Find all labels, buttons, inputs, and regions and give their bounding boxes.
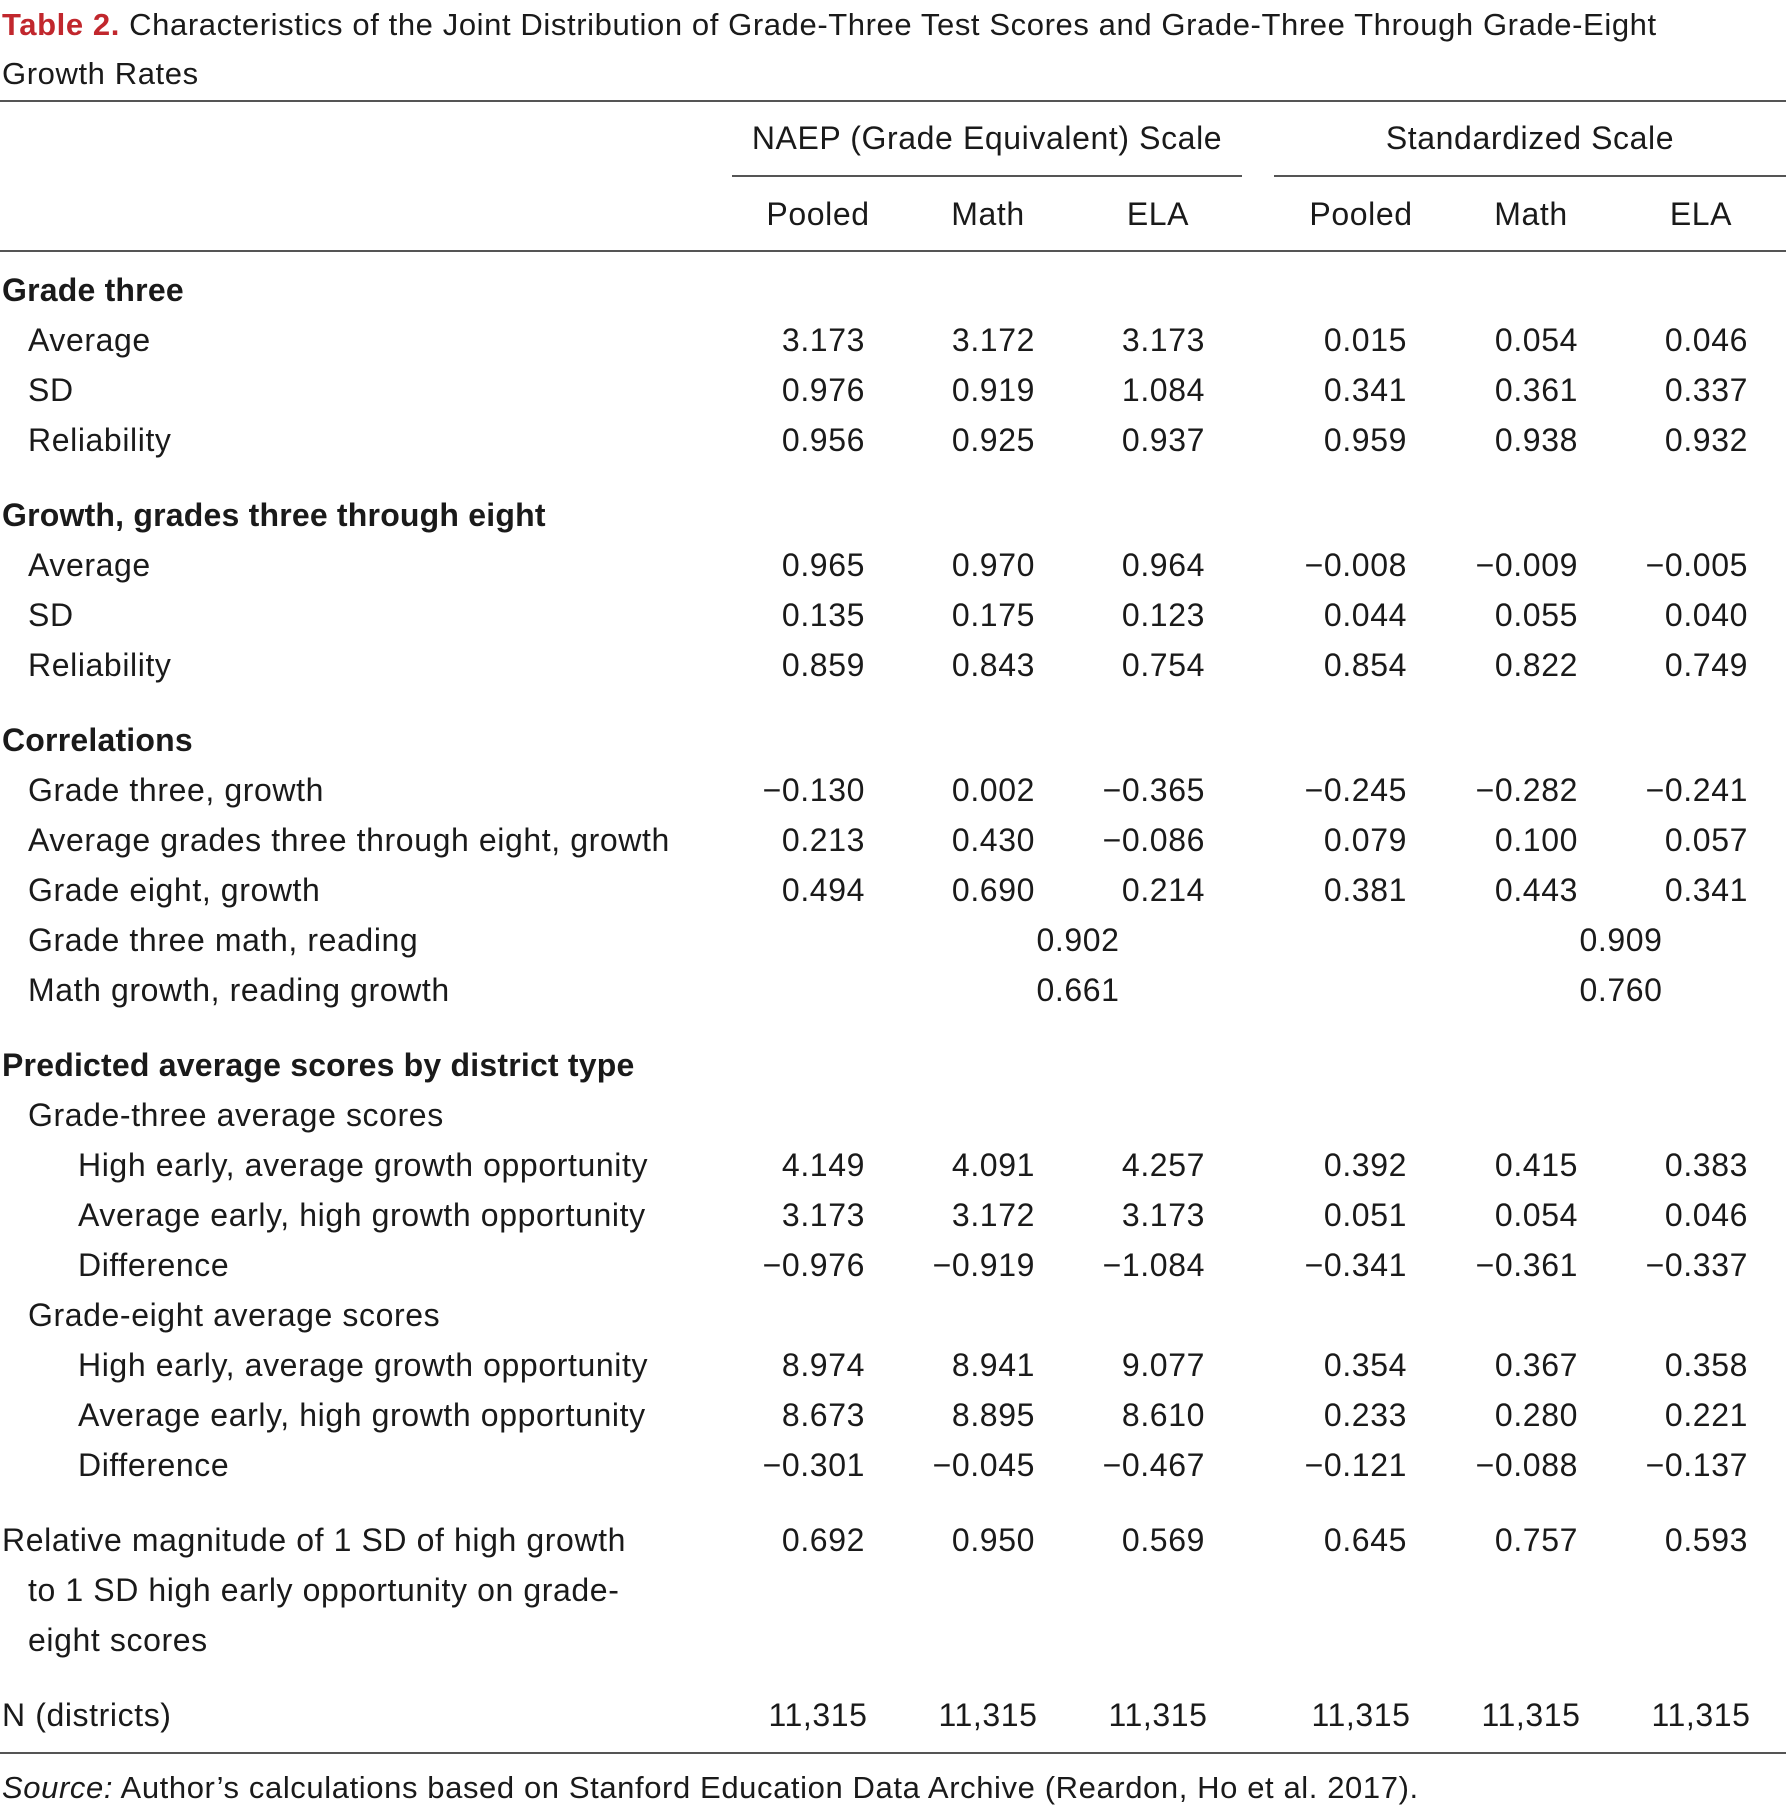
table-cell: 11,315 xyxy=(1481,1697,1581,1733)
section-heading: Growth, grades three through eight xyxy=(2,497,546,533)
row-label: High early, average growth opportunity xyxy=(78,1147,649,1183)
column-header: ELA xyxy=(1669,196,1733,232)
table-cell: −0.919 xyxy=(932,1247,1035,1283)
table-cell: 0.046 xyxy=(1664,1197,1748,1233)
table-cell: 0.044 xyxy=(1323,597,1407,633)
table-cell: 11,315 xyxy=(1108,1697,1208,1733)
table-cell: 0.015 xyxy=(1323,322,1407,358)
section-heading: Correlations xyxy=(2,722,193,758)
table-cell: −0.121 xyxy=(1304,1447,1407,1483)
table-cell: 0.854 xyxy=(1323,647,1407,683)
table-cell: 0.100 xyxy=(1494,822,1578,858)
table-cell: −0.361 xyxy=(1475,1247,1578,1283)
table-cell: −1.084 xyxy=(1102,1247,1205,1283)
std-group-rule xyxy=(1274,175,1786,177)
table-cell: 0.233 xyxy=(1323,1397,1407,1433)
table-cell: 8.673 xyxy=(781,1397,865,1433)
row-label: Average early, high growth opportunity xyxy=(78,1397,646,1433)
table-cell: −0.241 xyxy=(1645,772,1748,808)
row-label: Grade three math, reading xyxy=(28,922,419,958)
row-label: Grade three, growth xyxy=(28,772,324,808)
table-cell: 0.367 xyxy=(1494,1347,1578,1383)
table-cell: 8.895 xyxy=(951,1397,1035,1433)
table-cell: 0.358 xyxy=(1664,1347,1748,1383)
row-label: SD xyxy=(28,372,74,408)
row-label-line: Relative magnitude of 1 SD of high growth xyxy=(2,1522,627,1558)
table-cell: 0.937 xyxy=(1121,422,1205,458)
spanned-value-standardized: 0.909 xyxy=(1579,922,1663,958)
table-label: Table 2. xyxy=(2,7,120,42)
table-cell: 3.172 xyxy=(951,1197,1035,1233)
table-cell: 0.341 xyxy=(1323,372,1407,408)
table-cell: 0.757 xyxy=(1494,1522,1578,1558)
table-cell: 0.822 xyxy=(1494,647,1578,683)
row-label: Average early, high growth opportunity xyxy=(78,1197,646,1233)
table-cell: 0.494 xyxy=(781,872,865,908)
subsection-label: Grade-eight average scores xyxy=(28,1297,441,1333)
table-cell: 0.950 xyxy=(951,1522,1035,1558)
table-cell: 0.214 xyxy=(1121,872,1205,908)
table-cell: 0.392 xyxy=(1323,1147,1407,1183)
standardized-scale-header: Standardized Scale xyxy=(1385,120,1675,156)
spanned-value-standardized: 0.760 xyxy=(1579,972,1663,1008)
table-cell: −0.976 xyxy=(762,1247,865,1283)
table-cell: 0.754 xyxy=(1121,647,1205,683)
table-cell: 0.415 xyxy=(1494,1147,1578,1183)
section-heading: Predicted average scores by district type xyxy=(2,1047,635,1083)
row-label: Difference xyxy=(78,1247,230,1283)
table-cell: 0.383 xyxy=(1664,1147,1748,1183)
source-note xyxy=(2,1768,1419,1808)
row-label: SD xyxy=(28,597,74,633)
table-cell: 0.337 xyxy=(1664,372,1748,408)
naep-group-rule xyxy=(732,175,1242,177)
table-cell: −0.337 xyxy=(1645,1247,1748,1283)
table-cell: 0.135 xyxy=(781,597,865,633)
table-cell: −0.009 xyxy=(1475,547,1578,583)
table-cell: 0.123 xyxy=(1121,597,1205,633)
row-label: High early, average growth opportunity xyxy=(78,1347,649,1383)
table-cell: 0.361 xyxy=(1494,372,1578,408)
row-label: Average grades three through eight, growth xyxy=(28,822,670,858)
column-header: Math xyxy=(1494,196,1568,232)
table-cell: −0.301 xyxy=(762,1447,865,1483)
table-cell: 0.976 xyxy=(781,372,865,408)
table-cell: −0.005 xyxy=(1645,547,1748,583)
row-label-line: eight scores xyxy=(28,1622,208,1658)
table-cell: 4.257 xyxy=(1121,1147,1205,1183)
table-cell: 8.941 xyxy=(951,1347,1035,1383)
table-cell: 4.091 xyxy=(951,1147,1035,1183)
column-header: Pooled xyxy=(766,196,870,232)
table-cell: −0.086 xyxy=(1102,822,1205,858)
table-cell: 0.175 xyxy=(951,597,1035,633)
table-cell: 11,315 xyxy=(938,1697,1038,1733)
table-cell: 0.051 xyxy=(1323,1197,1407,1233)
table-cell: 0.280 xyxy=(1494,1397,1578,1433)
table-cell: −0.008 xyxy=(1304,547,1407,583)
table-cell: 0.919 xyxy=(951,372,1035,408)
table-cell: 0.925 xyxy=(951,422,1035,458)
source-text: Author’s calculations based on Stanford Education Data Archive (Reardon, Ho et al. 2017). xyxy=(113,1770,1419,1805)
table-cell: 0.932 xyxy=(1664,422,1748,458)
table-cell: −0.130 xyxy=(762,772,865,808)
table-cell: 0.054 xyxy=(1494,322,1578,358)
table-cell: 0.593 xyxy=(1664,1522,1748,1558)
table-cell: 0.040 xyxy=(1664,597,1748,633)
table-cell: 0.054 xyxy=(1494,1197,1578,1233)
table-cell: −0.137 xyxy=(1645,1447,1748,1483)
table-cell: 11,315 xyxy=(1311,1697,1411,1733)
table-cell: 0.213 xyxy=(781,822,865,858)
table-cell: 0.956 xyxy=(781,422,865,458)
table-cell: −0.282 xyxy=(1475,772,1578,808)
column-header: ELA xyxy=(1126,196,1190,232)
spanned-value-naep: 0.902 xyxy=(1036,922,1120,958)
row-label: N (districts) xyxy=(2,1697,172,1733)
table-cell: 3.173 xyxy=(1121,1197,1205,1233)
table-title: Characteristics of the Joint Distribution of Grade-Three Test Scores and Grade-Three Through Grade-Eight Growth Rates xyxy=(2,7,1657,91)
bottom-rule xyxy=(0,1752,1786,1754)
row-label: Reliability xyxy=(28,422,172,458)
table-cell: −0.341 xyxy=(1304,1247,1407,1283)
table-cell: 0.965 xyxy=(781,547,865,583)
table-cell: 3.173 xyxy=(781,1197,865,1233)
naep-scale-header: NAEP (Grade Equivalent) Scale xyxy=(751,120,1223,156)
table-cell: 0.645 xyxy=(1323,1522,1407,1558)
table-cell: 8.610 xyxy=(1121,1397,1205,1433)
table-cell: −0.365 xyxy=(1102,772,1205,808)
table-cell: 0.055 xyxy=(1494,597,1578,633)
table-cell: 0.959 xyxy=(1323,422,1407,458)
table-cell: 0.859 xyxy=(781,647,865,683)
table-cell: 0.057 xyxy=(1664,822,1748,858)
table-cell: 0.964 xyxy=(1121,547,1205,583)
row-label: Reliability xyxy=(28,647,172,683)
table-cell: 0.341 xyxy=(1664,872,1748,908)
table-cell: 0.692 xyxy=(781,1522,865,1558)
table-cell: 0.690 xyxy=(951,872,1035,908)
row-label-line: to 1 SD high early opportunity on grade- xyxy=(28,1572,620,1608)
table-cell: 0.443 xyxy=(1494,872,1578,908)
table-cell: −0.088 xyxy=(1475,1447,1578,1483)
table-cell: 3.172 xyxy=(951,322,1035,358)
table-cell: 0.843 xyxy=(951,647,1035,683)
table-cell: 0.381 xyxy=(1323,872,1407,908)
subsection-label: Grade-three average scores xyxy=(28,1097,444,1133)
table-cell: −0.045 xyxy=(932,1447,1035,1483)
table-caption xyxy=(2,0,1762,98)
table-cell: 0.046 xyxy=(1664,322,1748,358)
table-cell: 0.749 xyxy=(1664,647,1748,683)
table-cell: 3.173 xyxy=(1121,322,1205,358)
row-label: Grade eight, growth xyxy=(28,872,321,908)
table-cell: 0.354 xyxy=(1323,1347,1407,1383)
table-cell: 0.938 xyxy=(1494,422,1578,458)
table-cell: 0.569 xyxy=(1121,1522,1205,1558)
table-cell: −0.245 xyxy=(1304,772,1407,808)
column-header: Pooled xyxy=(1309,196,1413,232)
column-header: Math xyxy=(951,196,1025,232)
table-cell: 8.974 xyxy=(781,1347,865,1383)
table-cell: 4.149 xyxy=(781,1147,865,1183)
table-cell: 0.002 xyxy=(951,772,1035,808)
section-heading: Grade three xyxy=(2,272,184,308)
table-cell: 0.079 xyxy=(1323,822,1407,858)
row-label: Math growth, reading growth xyxy=(28,972,450,1008)
table-cell: 11,315 xyxy=(768,1697,868,1733)
spanned-value-naep: 0.661 xyxy=(1036,972,1120,1008)
source-label: Source: xyxy=(2,1770,114,1805)
row-label: Average xyxy=(28,322,151,358)
table-cell: 11,315 xyxy=(1651,1697,1751,1733)
row-label: Average xyxy=(28,547,151,583)
table-cell: 0.430 xyxy=(951,822,1035,858)
header-bottom-rule xyxy=(0,250,1786,252)
row-label: Difference xyxy=(78,1447,230,1483)
top-rule xyxy=(0,100,1786,102)
table-cell: 0.970 xyxy=(951,547,1035,583)
table-cell: 9.077 xyxy=(1121,1347,1205,1383)
table-cell: 1.084 xyxy=(1121,372,1205,408)
table-cell: 3.173 xyxy=(781,322,865,358)
table-cell: −0.467 xyxy=(1102,1447,1205,1483)
table-cell: 0.221 xyxy=(1664,1397,1748,1433)
